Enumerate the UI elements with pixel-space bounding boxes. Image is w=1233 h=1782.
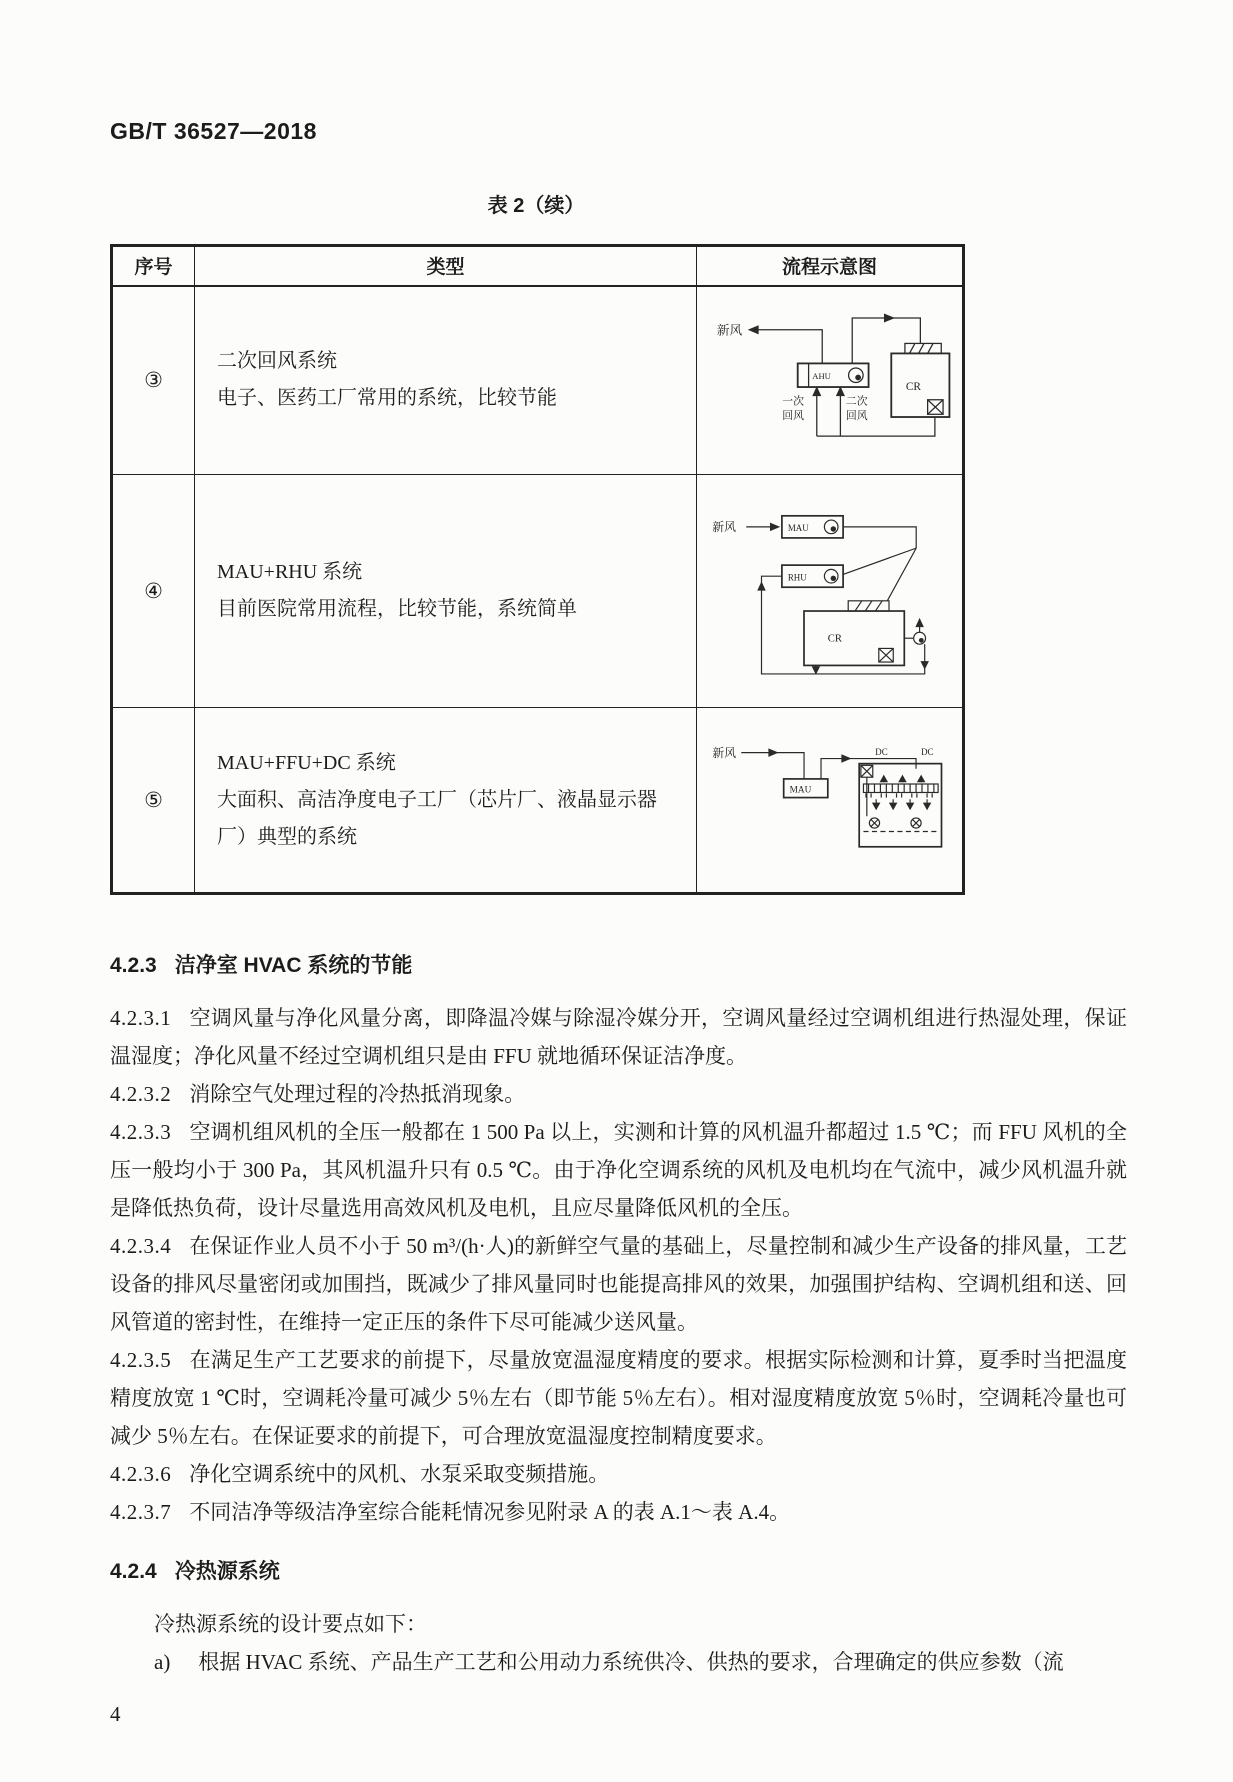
table-row-5: [112, 708, 964, 894]
fresh-air-label: 新风: [712, 520, 736, 535]
paragraph-4-2-3-4: 4.2.3.4 在保证作业人员不小于 50 m³/(h·人)的新鲜空气量的基础上，尽量控制和减少生产设备的排风量，工艺设备的排风尽量密闭或加围挡，既减少了排风量同时也能提高排风的效果，加强围护结构、空调机组和送、回风管道的密封性，在维持一定正压的条件下尽可能减少送风量。: [110, 1234, 1127, 1334]
primary-return-label-2: 回风: [782, 410, 805, 423]
col-header-type: 类型: [195, 246, 697, 286]
ahu-label: AHU: [812, 371, 831, 382]
paragraph-4-2-3-1: 4.2.3.1 空调风量与净化风量分离，即降温冷媒与除湿冷媒分开，空调风量经过空调机组进行热湿处理，保证温湿度；净化风量不经过空调机组只是由 FFU 就地循环保证洁净度。: [110, 1006, 1127, 1068]
section-number: 4.2.3: [110, 954, 157, 977]
secondary-return-label-2: 回风: [845, 410, 868, 423]
list-item-a: a) 根据 HVAC 系统、产品生产工艺和公用动力系统供冷、供热的要求，合理确定的供应参数（流: [154, 1650, 1064, 1674]
section-title: 冷热源系统: [174, 1560, 280, 1583]
table-row-3: [112, 286, 964, 475]
col-header-no: 序号: [112, 246, 195, 286]
cleanroom-label: CR: [905, 381, 921, 394]
paragraph-4-2-3-2: 4.2.3.2 消除空气处理过程的冷热抵消现象。: [110, 1082, 526, 1106]
row-number: ④: [112, 475, 195, 708]
system-title: MAU+FFU+DC 系统: [217, 751, 396, 774]
table-header-row: [112, 246, 964, 286]
system-desc: 电子、医药工厂常用的系统，比较节能: [217, 387, 557, 410]
table-caption: 表 2（续）: [487, 195, 585, 217]
flow-diagram-mau-rhu-system: [702, 497, 957, 680]
system-desc: 大面积、高洁净度电子工厂（芯片厂、液晶显示器厂）典型的系统: [217, 788, 657, 848]
table-2-continued: [110, 189, 962, 895]
section-heading-4-2-3: [110, 951, 1127, 981]
paragraph-4-2-3-7: 4.2.3.7 不同洁净等级洁净室综合能耗情况参见附录 A 的表 A.1～表 A.4。: [110, 1500, 791, 1524]
row-number: ③: [112, 286, 195, 475]
row-number: ⑤: [112, 708, 195, 894]
flow-diagram-secondary-return-system: [702, 298, 957, 457]
rhu-label: RHU: [787, 572, 807, 583]
section-title: 洁净室 HVAC 系统的节能: [174, 954, 413, 977]
system-desc: 目前医院常用流程，比较节能，系统简单: [217, 598, 577, 620]
system-title: MAU+RHU 系统: [217, 561, 363, 583]
systems-table: [110, 244, 965, 895]
dc-right-label: DC: [921, 746, 934, 757]
mau-label: MAU: [787, 523, 809, 534]
dc-left-label: DC: [875, 746, 888, 757]
fresh-air-label: 新风: [716, 323, 743, 338]
section-heading-4-2-4: [110, 1557, 1127, 1587]
system-title: 二次回风系统: [217, 350, 337, 373]
fresh-air-label: 新风: [712, 745, 737, 760]
section-intro: 冷热源系统的设计要点如下：: [154, 1612, 427, 1636]
body-text: [110, 951, 1127, 1733]
paragraph-4-2-3-3: 4.2.3.3 空调机组风机的全压一般都在 1 500 Pa 以上，实测和计算的风机温升都超过 1.5 ℃；而 FFU 风机的全压一般均小于 300 Pa，其风机温升只有 0.5 ℃。由于净化空调系统的风机及电机均在气流中，减少风机温升就是降低热负荷，设计尽量选用高效风机及电机，且应尽量降低风机的全压。: [110, 1120, 1127, 1220]
secondary-return-label-1: 二次: [845, 395, 868, 408]
standard-number: GB/T 36527—2018: [110, 118, 317, 144]
paragraph-4-2-3-5: 4.2.3.5 在满足生产工艺要求的前提下，尽量放宽温湿度精度的要求。根据实际检测和计算，夏季时当把温度精度放宽 1 ℃时，空调耗冷量可减少 5％左右（即节能 5％左右）。相对湿度精度放宽 5％时，空调耗冷量也可减少 5％左右。在保证要求的前提下，可合理放宽温湿度控制精度要求。: [110, 1348, 1127, 1448]
primary-return-label-1: 一次: [782, 395, 805, 408]
mau-label: MAU: [789, 784, 812, 795]
flow-diagram-mau-ffu-dc-system: [702, 728, 957, 868]
cleanroom-label: CR: [827, 633, 842, 645]
col-header-diagram: 流程示意图: [697, 246, 964, 286]
page-number: 4: [110, 1702, 121, 1726]
table-row-4: [112, 475, 964, 708]
paragraph-4-2-3-6: 4.2.3.6 净化空调系统中的风机、水泵采取变频措施。: [110, 1462, 610, 1486]
section-number: 4.2.4: [110, 1560, 157, 1583]
